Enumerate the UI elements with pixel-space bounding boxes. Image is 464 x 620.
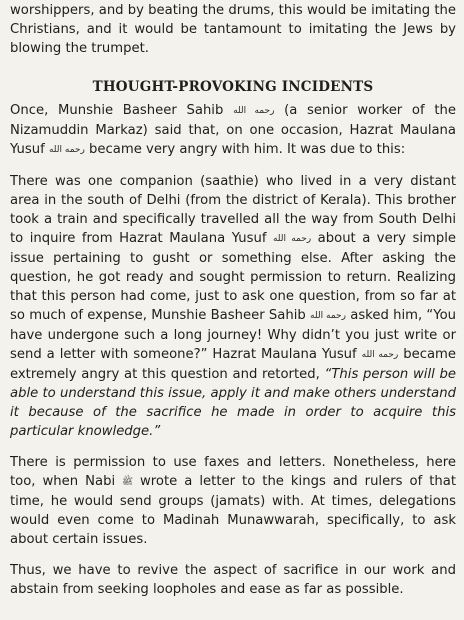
paragraph-companion-story [10,172,456,441]
paragraph-incident-intro [10,101,456,160]
honorific-glyph: رحمه الله [310,311,346,321]
text-run: There was one companion (saathie) who lived in a very distant area in the south of Delhi (from the district of Kerala). This brother took a train and specifically travelled all the way from South Delhi to inquire from Hazrat Maulana Yusuf [10,174,456,246]
honorific-glyph: ﷺ [122,477,133,487]
text-run: about a very simple issue pertaining to gusht or something else. After asking the question, he got ready and sought permission to return. Realizing that this person had come, just to ask one question, from so far at so much of expense, Munshie Basheer Sahib [10,231,456,323]
text-run: Once, Munshie Basheer Sahib [10,103,224,118]
paragraph-conclusion: Thus, we have to revive the aspect of sacrifice in our work and abstain from seeking loopholes and ease as far as possible. [10,563,456,597]
text-run: There is permission to use faxes and letters. Nonetheless, here too, when Nabi [10,455,456,489]
honorific-glyph: رحمه الله [48,145,85,155]
text-run: (a senior worker of the Nizamuddin Markaz) said that, on one occasion, Hazrat Maulana Yusuf [10,103,456,157]
document-page [10,0,456,599]
text-run: wrote a letter to the kings and rulers of that time, he would send groups (jamats) with. At times, delegations would even come to Madinah Munawwarah, specifically, to ask about certain issues. [10,474,456,547]
text-run: became extremely angry at this question and retorted, [10,347,456,382]
paragraph-letters [10,453,456,549]
text-run: became very angry with him. It was due to this: [89,142,406,157]
honorific-glyph: رحمه الله [272,234,312,244]
intro-paragraph: worshippers, and by beating the drums, this would be imitating the Christians, and it would be tantamount to imitating the Jews by blowing the trumpet. [10,3,456,56]
quote-text: “This person will be able to understand this issue, apply it and make others understand it because of the sacrifice he made in order to acquire this particular knowledge.” [10,367,456,439]
honorific-glyph: رحمه الله [233,106,275,116]
honorific-glyph: رحمه الله [361,350,399,360]
section-heading: THOUGHT-PROVOKING INCIDENTS [92,79,374,95]
text-run: asked him, “You have undergone such a long journey! Why didn’t you just write or send a letter with someone?” Hazrat Maulana Yusuf [10,308,456,362]
